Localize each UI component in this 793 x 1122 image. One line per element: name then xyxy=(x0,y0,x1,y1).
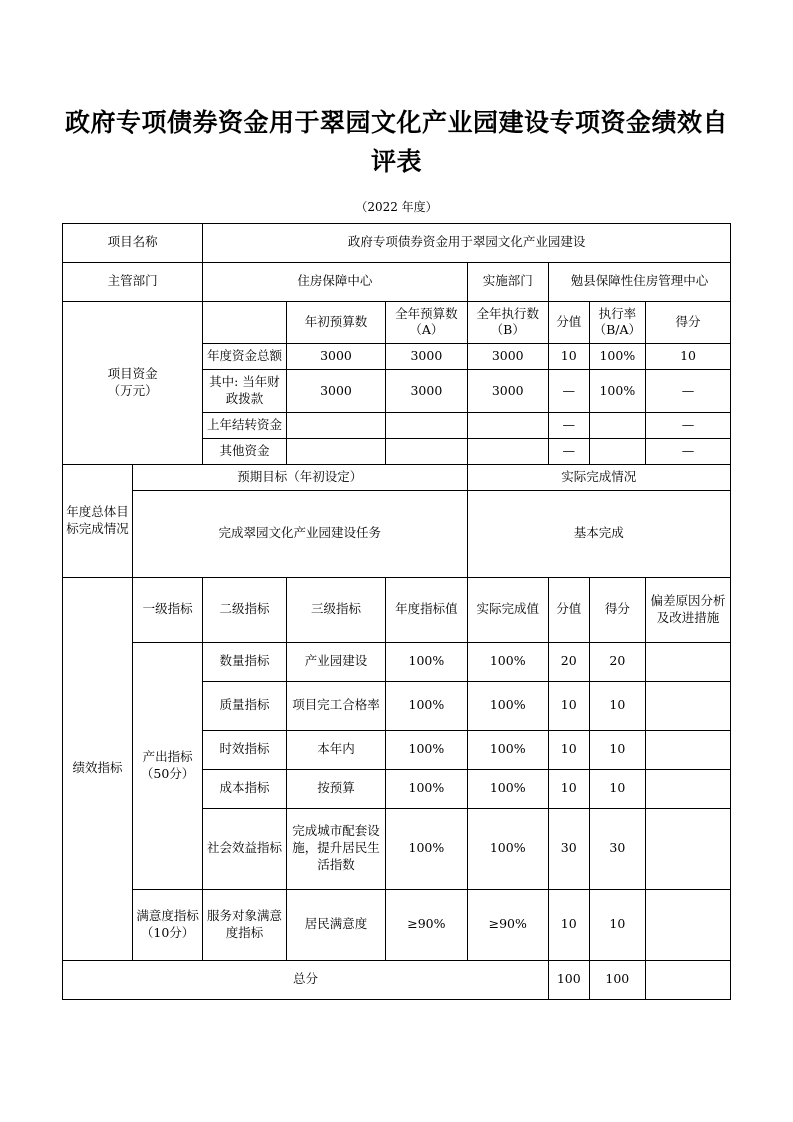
funds-row-score-value: — xyxy=(548,412,589,438)
perf-row-actual: 100% xyxy=(467,769,548,808)
perf-row-actual: 100% xyxy=(467,730,548,769)
perf-row-actual: 100% xyxy=(467,681,548,730)
perf-row-score: 10 xyxy=(589,730,646,769)
implementing-dept-label: 实施部门 xyxy=(467,262,548,301)
annual-goal-expected-header: 预期目标（年初设定） xyxy=(133,464,468,490)
funds-row-annual-budget: 3000 xyxy=(386,344,467,370)
funds-row-begin xyxy=(286,438,385,464)
funds-header-begin: 年初预算数 xyxy=(286,301,385,344)
perf-row-level2: 时效指标 xyxy=(203,730,287,769)
funds-row-annual-exec: 3000 xyxy=(467,344,548,370)
perf-row-level2: 质量指标 xyxy=(203,681,287,730)
perf-row-deviation xyxy=(646,769,731,808)
funds-row-begin xyxy=(286,412,385,438)
page-title: 政府专项债券资金用于翠园文化产业园建设专项资金绩效自评表 xyxy=(64,108,728,176)
perf-row-level3: 按预算 xyxy=(286,769,385,808)
perf-row-level2: 社会效益指标 xyxy=(203,808,287,889)
perf-row-deviation xyxy=(646,889,731,960)
total-label: 总分 xyxy=(63,960,549,999)
funds-header-score-value: 分值 xyxy=(548,301,589,344)
perf-row-deviation xyxy=(646,642,731,681)
perf-row-deviation xyxy=(646,681,731,730)
table-row-total xyxy=(63,960,731,999)
perf-row-level3: 本年内 xyxy=(286,730,385,769)
funds-row-begin: 3000 xyxy=(286,370,385,413)
funds-col-begin-header xyxy=(203,301,287,344)
perf-row-score-value: 20 xyxy=(548,642,589,681)
project-funds-label xyxy=(63,301,203,464)
perf-header-score: 得分 xyxy=(589,577,646,642)
funds-row-annual-exec: 3000 xyxy=(467,370,548,413)
perf-row-level3: 产业园建设 xyxy=(286,642,385,681)
perf-row-deviation xyxy=(646,730,731,769)
perf-row-score: 20 xyxy=(589,642,646,681)
perf-row-actual: ≥90% xyxy=(467,889,548,960)
funds-row-annual-budget xyxy=(386,438,467,464)
project-funds-label-line1: 项目资金 xyxy=(107,365,158,381)
funds-row-label: 年度资金总额 xyxy=(203,344,287,370)
perf-row-score: 10 xyxy=(589,889,646,960)
annual-goal-expected-value: 完成翠园文化产业园建设任务 xyxy=(133,490,468,577)
perf-row-level2: 成本指标 xyxy=(203,769,287,808)
funds-row-score: — xyxy=(646,370,731,413)
perf-row-score: 10 xyxy=(589,681,646,730)
annual-goal-label: 年度总体目标完成情况 xyxy=(63,464,133,577)
perf-group-level1: 产出指标（50分） xyxy=(133,642,203,889)
funds-row-annual-exec xyxy=(467,412,548,438)
funds-row-begin: 3000 xyxy=(286,344,385,370)
perf-row-level3: 项目完工合格率 xyxy=(286,681,385,730)
perf-header-deviation: 偏差原因分析及改进措施 xyxy=(646,577,731,642)
perf-row-score-value: 10 xyxy=(548,769,589,808)
perf-row-actual: 100% xyxy=(467,808,548,889)
implementing-dept-value: 勉县保障性住房管理中心 xyxy=(548,262,730,301)
perf-row-target: ≥90% xyxy=(386,889,467,960)
perf-header-score-value: 分值 xyxy=(548,577,589,642)
perf-header-actual: 实际完成值 xyxy=(467,577,548,642)
table-row xyxy=(63,464,731,490)
perf-row-deviation xyxy=(646,808,731,889)
perf-row-actual: 100% xyxy=(467,642,548,681)
performance-self-assessment-table xyxy=(62,223,731,1000)
perf-row-score: 30 xyxy=(589,808,646,889)
document-year: （2022 年度） xyxy=(355,199,438,214)
funds-row-score: — xyxy=(646,412,731,438)
perf-row-level2: 服务对象满意度指标 xyxy=(203,889,287,960)
perf-row-target: 100% xyxy=(386,769,467,808)
table-row xyxy=(63,490,731,577)
perf-row-score-value: 30 xyxy=(548,808,589,889)
perf-header-level2: 二级指标 xyxy=(203,577,287,642)
funds-row-label: 其他资金 xyxy=(203,438,287,464)
annual-goal-actual-header: 实际完成情况 xyxy=(467,464,730,490)
table-row xyxy=(63,642,731,681)
perf-row-target: 100% xyxy=(386,730,467,769)
funds-row-label: 其中: 当年财政拨款 xyxy=(203,370,287,413)
total-score: 100 xyxy=(589,960,646,999)
perf-group-level1: 满意度指标（10分） xyxy=(133,889,203,960)
funds-row-exec-rate: 100% xyxy=(589,344,646,370)
funds-row-exec-rate xyxy=(589,412,646,438)
perf-header-level3: 三级指标 xyxy=(286,577,385,642)
table-row xyxy=(63,577,731,642)
funds-row-exec-rate: 100% xyxy=(589,370,646,413)
supervising-dept-label: 主管部门 xyxy=(63,262,203,301)
funds-header-exec-rate: 执行率（B/A） xyxy=(589,301,646,344)
perf-row-level3: 完成城市配套设施，提升居民生活指数 xyxy=(286,808,385,889)
funds-header-score: 得分 xyxy=(646,301,731,344)
total-score-value: 100 xyxy=(548,960,589,999)
project-funds-label-line2: （万元） xyxy=(107,382,158,398)
perf-row-target: 100% xyxy=(386,808,467,889)
perf-row-level2: 数量指标 xyxy=(203,642,287,681)
funds-header-annual-exec: 全年执行数（B） xyxy=(467,301,548,344)
funds-row-score-value: 10 xyxy=(548,344,589,370)
perf-row-score-value: 10 xyxy=(548,730,589,769)
table-row xyxy=(63,223,731,262)
funds-row-score: 10 xyxy=(646,344,731,370)
project-name-label: 项目名称 xyxy=(63,223,203,262)
perf-row-score-value: 10 xyxy=(548,681,589,730)
funds-header-annual-budget: 全年预算数（A） xyxy=(386,301,467,344)
funds-row-annual-budget: 3000 xyxy=(386,370,467,413)
funds-row-label: 上年结转资金 xyxy=(203,412,287,438)
perf-row-level3: 居民满意度 xyxy=(286,889,385,960)
funds-row-score-value: — xyxy=(548,370,589,413)
table-row xyxy=(63,301,731,344)
supervising-dept-value: 住房保障中心 xyxy=(203,262,467,301)
perf-row-score-value: 10 xyxy=(548,889,589,960)
perf-header-level1: 一级指标 xyxy=(133,577,203,642)
perf-row-score: 10 xyxy=(589,769,646,808)
funds-row-annual-exec xyxy=(467,438,548,464)
funds-row-score-value: — xyxy=(548,438,589,464)
project-name-value: 政府专项债券资金用于翠园文化产业园建设 xyxy=(203,223,731,262)
table-row xyxy=(63,262,731,301)
table-row xyxy=(63,889,731,960)
funds-row-exec-rate xyxy=(589,438,646,464)
perf-row-target: 100% xyxy=(386,681,467,730)
total-deviation xyxy=(646,960,731,999)
perf-row-target: 100% xyxy=(386,642,467,681)
funds-row-annual-budget xyxy=(386,412,467,438)
funds-row-score: — xyxy=(646,438,731,464)
perf-header-target: 年度指标值 xyxy=(386,577,467,642)
performance-indicator-label: 绩效指标 xyxy=(63,577,133,960)
annual-goal-actual-value: 基本完成 xyxy=(467,490,730,577)
